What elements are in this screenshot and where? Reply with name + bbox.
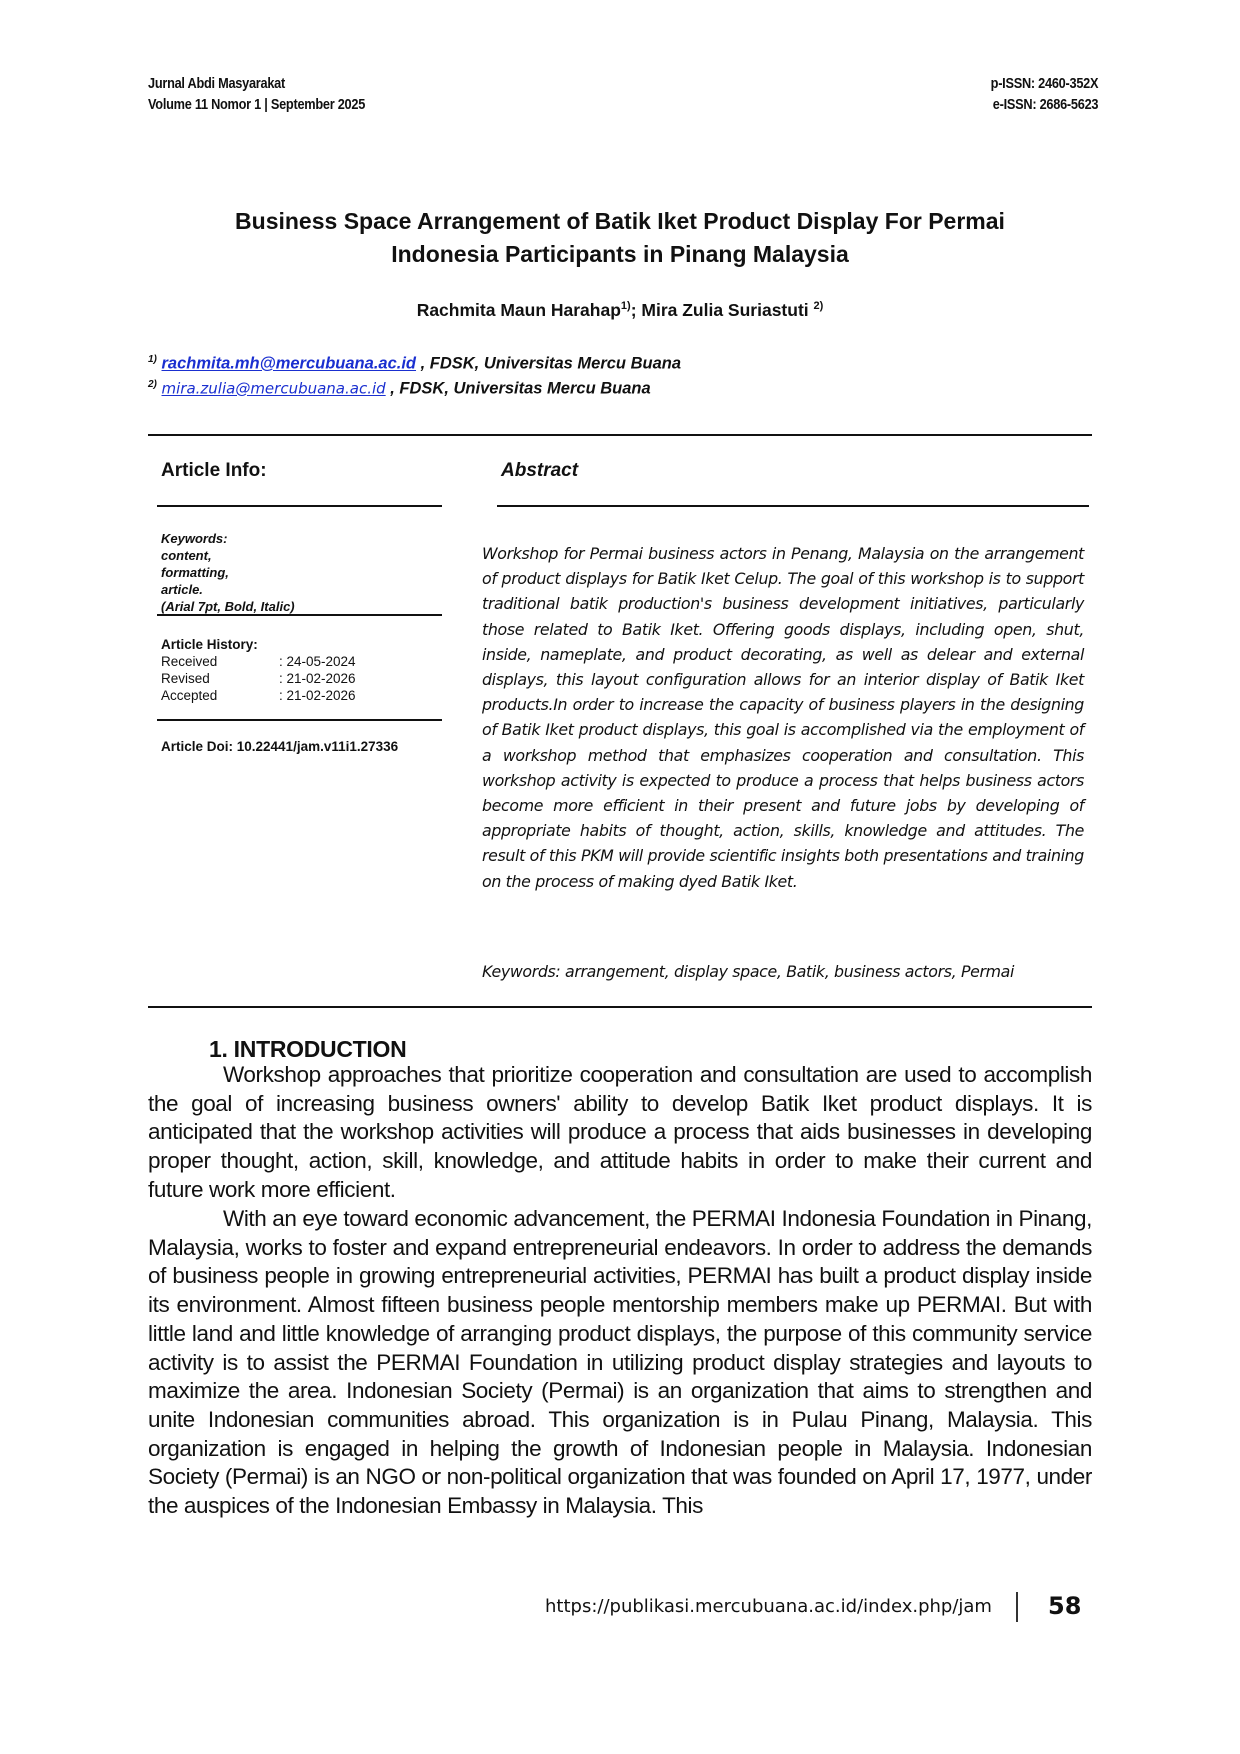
history-key: Received — [161, 654, 218, 669]
article-info-label: Article Info: — [161, 460, 267, 481]
affiliation-2-mark: 2) — [148, 379, 157, 390]
article-history — [161, 636, 356, 704]
author-1-affil-mark: 1) — [620, 300, 631, 313]
author-list — [150, 300, 1090, 321]
top-rule — [148, 434, 1092, 436]
running-header-left — [148, 74, 365, 116]
keyword-item: content, — [161, 548, 212, 563]
affiliation-1-text: , FDSK, Universitas Mercu Buana — [416, 354, 682, 373]
keyword-item: formatting, — [161, 565, 229, 580]
keywords-rule — [157, 614, 442, 616]
affiliation-2-text: , FDSK, Universitas Mercu Buana — [385, 379, 651, 398]
keywords-block — [161, 530, 295, 615]
history-rule — [157, 719, 442, 721]
bottom-rule — [148, 1006, 1092, 1008]
journal-volume: Volume 11 Nomor 1 | September 2025 — [148, 97, 366, 113]
affiliation-2 — [148, 379, 651, 399]
history-row-revised — [161, 670, 356, 687]
paper-title — [150, 205, 1090, 271]
paragraph-text: With an eye toward economic advancement, the PERMAI Indonesia Foundation in Pinang, Malaysia, works to foster and expand entrepreneurial endeavors. In order to address the demands of business people in growing entrepreneurial activities, PERMAI has built a product display inside its environment. Almost fifteen business people mentorship members make up PERMAI. But with little land and little knowledge of arranging product displays, the purpose of this community service activity is to assist the PERMAI Foundation in utilizing product display strategies and layouts to maximize the area. Indonesian Society (Permai) is an organization that aims to strengthen and unite Indonesian communities abroad. This organization is in Pulau Pinang, Malaysia. This organization is engaged in helping the growth of Indonesian people in Malaysia. Indonesian Society (Permai) is an NGO or non-political organization that was founded on April 17, 1977, under the auspices of the Indonesian Embassy in Malaysia. This — [148, 1206, 1092, 1519]
affiliation-1 — [148, 354, 681, 374]
article-info-rule — [157, 505, 442, 507]
running-header-right — [990, 74, 1098, 116]
abstract-text: Workshop for Permai business actors in Penang, Malaysia on the arrangement of product displays for Batik Iket Celup. The goal of this workshop is to support traditional batik production's business development initiatives, particularly those related to Batik Iket. Offering goods displays, including open, shut, inside, nameplate, and product decorating, as well as delear and external displays, this layout configuration allows for an interior display of Batik Iket products.In order to increase the capacity of business players in the designing of Batik Iket product displays, this goal is accomplished via the employment of a workshop method that emphasizes cooperation and consultation. This workshop activity is expected to produce a process that helps business actors become more efficient in their present and future jobs by developing of appropriate habits of thought, action, skills, knowledge and attitudes. The result of this PKM will provide scientific insights both presentations and training on the process of making dyed Batik Iket. — [482, 544, 1084, 891]
abstract-rule — [497, 505, 1089, 507]
e-issn: e-ISSN: 2686-5623 — [992, 97, 1098, 113]
history-row-received — [161, 653, 356, 670]
paragraph-text: Workshop approaches that prioritize cooperation and consultation are used to accomplish the goal of increasing business owners' ability to develop Batik Iket product displays. It is anticipated that the workshop activities will produce a process that aids businesses in developing proper thought, action, skill, knowledge, and attitude habits in order to make their current and future work more efficient. — [148, 1062, 1092, 1202]
author-2-affil-mark: 2) — [813, 300, 824, 313]
keyword-item: article. — [161, 582, 203, 597]
article-doi: Article Doi: 10.22441/jam.v11i1.27336 — [161, 739, 399, 754]
page-number: 58 — [1048, 1592, 1082, 1620]
affiliation-1-email-link[interactable]: rachmita.mh@mercubuana.ac.id — [161, 354, 417, 373]
history-value: : 21-02-2026 — [279, 688, 356, 703]
paper-title-line-1: Business Space Arrangement of Batik Iket Product Display For Permai — [235, 208, 1005, 234]
section-heading-introduction: 1. INTRODUCTION — [209, 1036, 407, 1062]
footer-divider — [1016, 1592, 1018, 1622]
history-key: Revised — [161, 671, 210, 686]
footer-journal-url[interactable]: https://publikasi.mercubuana.ac.id/index.php/jam — [545, 1596, 992, 1617]
author-separator: ; — [630, 300, 642, 320]
history-key: Accepted — [161, 688, 218, 703]
abstract-keywords: Keywords: arrangement, display space, Batik, business actors, Permai — [482, 962, 1015, 981]
paper-title-line-2: Indonesia Participants in Pinang Malaysia — [391, 241, 849, 267]
keyword-item: (Arial 7pt, Bold, Italic) — [161, 599, 295, 614]
journal-name: Jurnal Abdi Masyarakat — [148, 76, 285, 92]
history-value: : 24-05-2024 — [279, 654, 356, 669]
affiliation-1-mark: 1) — [148, 354, 157, 365]
history-value: : 21-02-2026 — [279, 671, 356, 686]
history-row-accepted — [161, 687, 356, 704]
intro-paragraph-1 — [148, 1061, 1092, 1205]
intro-paragraph-2 — [148, 1205, 1092, 1521]
affiliation-2-email-link[interactable]: mira.zulia@mercubuana.ac.id — [161, 379, 386, 398]
author-1: Rachmita Maun Harahap — [416, 300, 621, 320]
p-issn: p-ISSN: 2460-352X — [990, 76, 1098, 92]
article-history-label: Article History: — [161, 637, 258, 652]
abstract-label: Abstract — [501, 460, 579, 481]
keywords-label: Keywords: — [161, 531, 228, 546]
author-2: Mira Zulia Suriastuti — [641, 300, 814, 320]
